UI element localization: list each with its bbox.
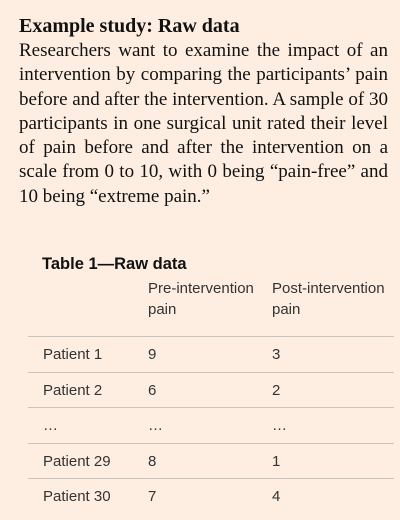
pre-pain-value: 8 <box>148 452 157 470</box>
post-pain-value: 1 <box>272 452 281 470</box>
post-pain-value: … <box>272 417 287 434</box>
table-row <box>28 372 394 408</box>
table-row <box>28 407 394 443</box>
pre-pain-value: 6 <box>148 381 157 399</box>
pre-pain-value: … <box>148 417 163 434</box>
patient-name: Patient 30 <box>43 488 111 505</box>
post-pain-value: 3 <box>272 346 281 363</box>
pre-pain-value: 7 <box>148 488 157 505</box>
post-pain-value: 2 <box>272 381 281 399</box>
pre-pain-value: 9 <box>148 346 157 363</box>
table-row <box>28 336 394 372</box>
header-pre-intervention: Pre-intervention pain <box>148 280 254 318</box>
table-row <box>28 478 394 514</box>
table-row <box>28 443 394 479</box>
table-title: Table 1—Raw data <box>42 255 187 273</box>
post-pain-value: 4 <box>272 488 281 505</box>
patient-name: Patient 29 <box>43 452 111 470</box>
patient-name: Patient 2 <box>43 381 103 399</box>
patient-name: Patient 1 <box>43 346 103 363</box>
header-post-intervention: Post-intervention pain <box>272 280 385 318</box>
patient-name: … <box>43 417 58 434</box>
study-description: Researchers want to examine the impact of an intervention by comparing the participants’ pain before and after the intervention. A sample of 30 participants in one surgical unit rated their level of pain before and after the intervention on a scale from 0 to 10, with 0 being “pain-free” and 10 being “extreme pain.” <box>19 40 388 207</box>
table-header <box>28 278 394 336</box>
study-heading: Example study: Raw data <box>19 15 240 37</box>
raw-data-table <box>28 278 394 514</box>
